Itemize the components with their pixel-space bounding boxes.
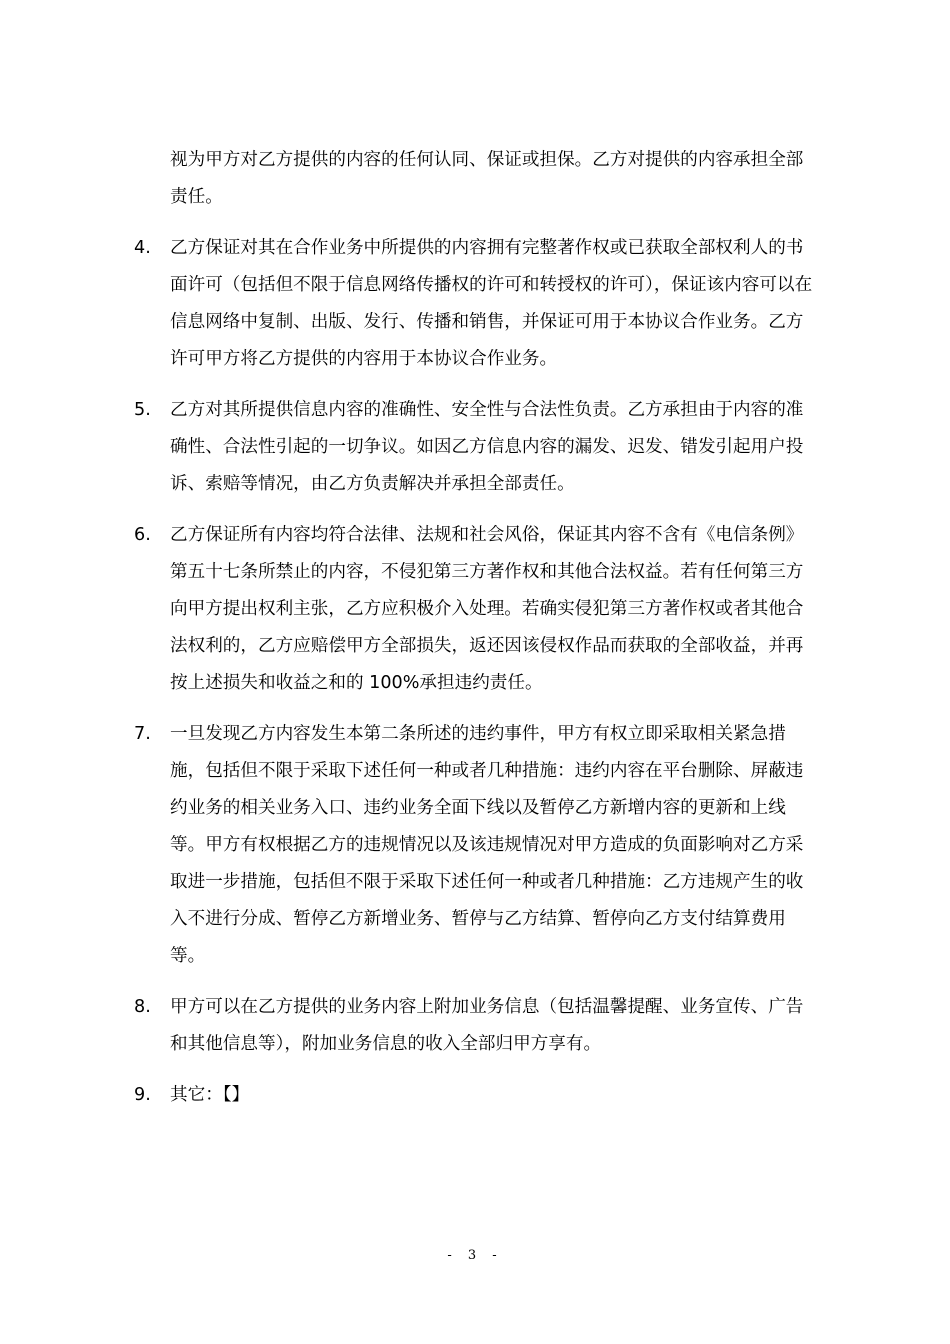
paragraph-number: 8. (134, 997, 151, 1017)
paragraph-4 (134, 230, 820, 378)
page-number: - 3 - (447, 1248, 503, 1263)
paragraph-continued (134, 142, 820, 216)
paragraph-number: 7. (134, 724, 151, 744)
paragraph-number: 6. (134, 525, 151, 545)
paragraph-text: 乙方保证所有内容均符合法律、法规和社会风俗，保证其内容不含有《电信条例》第五十七条所禁止的内容，不侵犯第三方著作权和其他合法权益。若有任何第三方向甲方提出权利主张，乙方应积极介入处理。若确实侵犯第三方著作权或者其他合法权利的，乙方应赔偿甲方全部损失，返还因该侵权作品而获取的全部收益，并再按上述损失和收益之和的 100%承担违约责任。 (170, 525, 804, 693)
paragraph-7 (134, 716, 820, 975)
paragraph-5 (134, 392, 820, 503)
paragraph-text: 一旦发现乙方内容发生本第二条所述的违约事件，甲方有权立即采取相关紧急措施，包括但不限于采取下述任何一种或者几种措施：违约内容在平台删除、屏蔽违约业务的相关业务入口、违约业务全面下线以及暂停乙方新增内容的更新和上线等。甲方有权根据乙方的违规情况以及该违规情况对甲方造成的负面影响对乙方采取进一步措施，包括但不限于采取下述任何一种或者几种措施：乙方违规产生的收入不进行分成、暂停乙方新增业务、暂停与乙方结算、暂停向乙方支付结算费用等。 (170, 724, 804, 966)
paragraph-text: 乙方对其所提供信息内容的准确性、安全性与合法性负责。乙方承担由于内容的准确性、合法性引起的一切争议。如因乙方信息内容的漏发、迟发、错发引起用户投诉、索赔等情况，由乙方负责解决并承担全部责任。 (170, 400, 804, 494)
paragraph-text: 甲方可以在乙方提供的业务内容上附加业务信息（包括温馨提醒、业务宣传、广告和其他信息等），附加业务信息的收入全部归甲方享有。 (170, 997, 804, 1054)
paragraph-number: 5. (134, 400, 151, 420)
paragraph-text: 乙方保证对其在合作业务中所提供的内容拥有完整著作权或已获取全部权利人的书面许可（包括但不限于信息网络传播权的许可和转授权的许可），保证该内容可以在信息网络中复制、出版、发行、传播和销售，并保证可用于本协议合作业务。乙方许可甲方将乙方提供的内容用于本协议合作业务。 (170, 238, 813, 369)
paragraph-text: 其它：【】 (170, 1085, 250, 1105)
paragraph-text: 视为甲方对乙方提供的内容的任何认同、保证或担保。乙方对提供的内容承担全部责任。 (170, 150, 804, 207)
document-body (134, 142, 820, 1114)
paragraph-9 (134, 1077, 820, 1114)
paragraph-6 (134, 517, 820, 702)
paragraph-number: 4. (134, 238, 151, 258)
paragraph-number: 9. (134, 1085, 151, 1105)
paragraph-8 (134, 989, 820, 1063)
